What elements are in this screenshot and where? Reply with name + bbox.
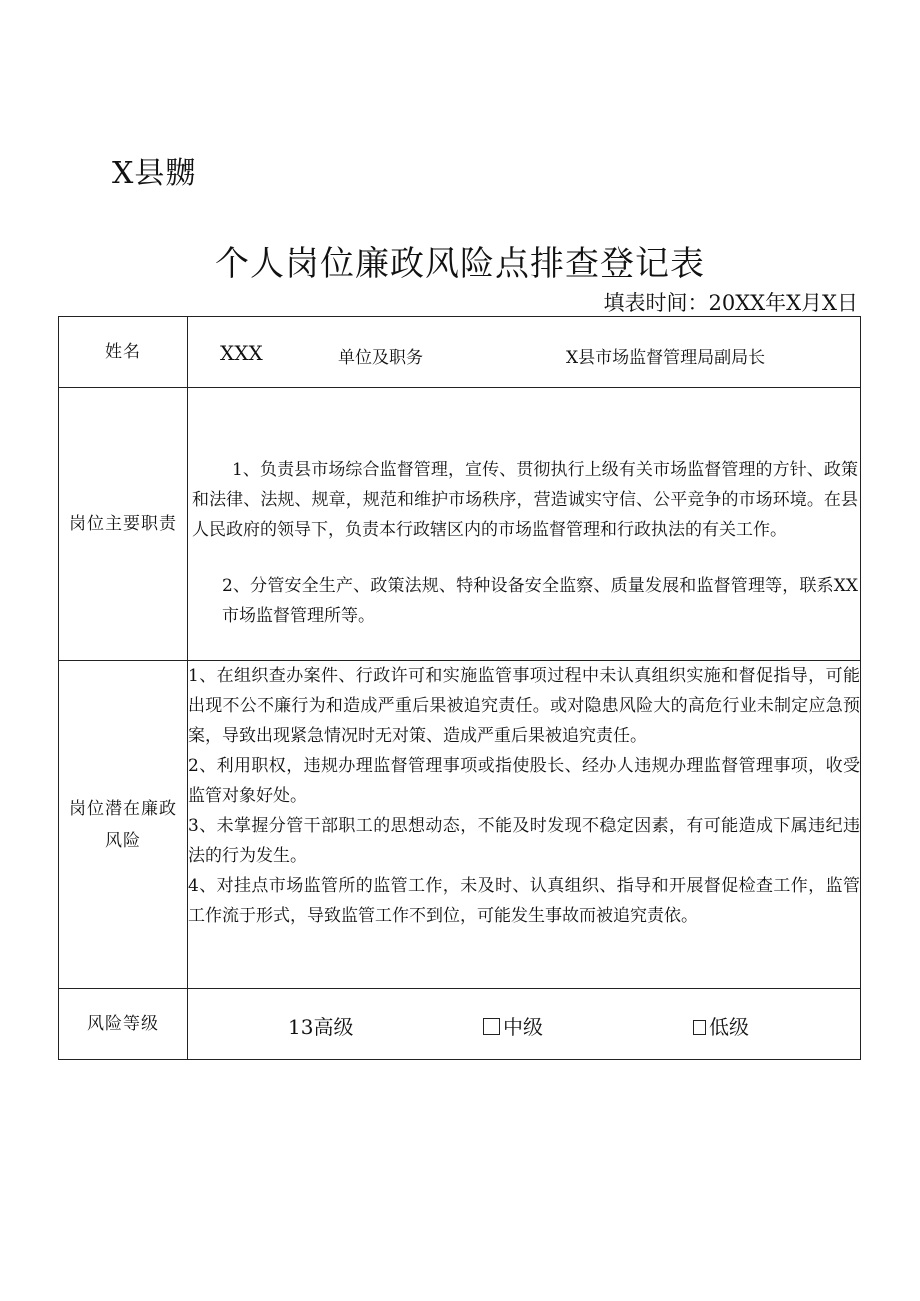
unit-value: X县市场监督管理局副局长 bbox=[566, 348, 766, 368]
duty-label: 岗位主要职责 bbox=[59, 388, 188, 661]
registration-table bbox=[58, 316, 861, 1060]
risk-label: 岗位潜在廉政风险 bbox=[59, 661, 188, 989]
checkbox-icon[interactable] bbox=[693, 1020, 706, 1035]
level-medium-option[interactable] bbox=[483, 1011, 543, 1040]
name-label: 姓名 bbox=[59, 317, 188, 388]
date-label: 填表时间： bbox=[603, 291, 709, 315]
duty-item: 1、负责县市场综合监督管理，宣传、贯彻执行上级有关市场监督管理的方针、政策和法律、法规、规章，规范和维护市场秩序，营造诚实守信、公平竞争的市场环境。在县人民政府的领导下，负责本行政辖区内的市场监督管理和行政执法的有关工作。 bbox=[192, 460, 858, 540]
level-low-option[interactable] bbox=[693, 1011, 749, 1040]
checkbox-icon[interactable] bbox=[483, 1018, 500, 1035]
level-label: 风险等级 bbox=[59, 989, 188, 1060]
table-row bbox=[59, 989, 861, 1060]
duty-content bbox=[188, 388, 861, 661]
level-options bbox=[188, 989, 861, 1060]
form-title: 个人岗位廉政风险点排查登记表 bbox=[215, 244, 705, 284]
unit-label: 单位及职务 bbox=[338, 348, 423, 368]
risk-item: 1、在组织查办案件、行政许可和实施监管事项过程中未认真组织实施和督促指导，可能出现不公不廉行为和造成严重后果被追究责任。或对隐患风险大的高危行业未制定应急预案，导致出现紧急情况时无对策、造成严重后果被追究责任。 bbox=[188, 666, 860, 746]
risk-item: 2、利用职权，违规办理监督管理事项或指使股长、经办人违规办理监督管理事项，收受监管对象好处。 bbox=[188, 756, 860, 806]
level-medium-label: 中级 bbox=[503, 1015, 543, 1039]
name-value: XXX bbox=[220, 341, 263, 365]
fill-date bbox=[603, 287, 858, 317]
level-low-label: 低级 bbox=[709, 1015, 749, 1039]
table-row bbox=[59, 317, 861, 388]
risk-content bbox=[188, 661, 861, 989]
table-row bbox=[59, 388, 861, 661]
duty-item: 2、分管安全生产、政策法规、特种设备安全监察、质量发展和监督管理等，联系XX市场监督管理所等。 bbox=[222, 576, 858, 626]
name-unit-cell bbox=[188, 317, 861, 388]
level-high: 13高级 bbox=[288, 1015, 354, 1039]
date-value: 20XX年X月X日 bbox=[708, 291, 858, 315]
risk-item: 3、未掌握分管干部职工的思想动态，不能及时发现不稳定因素，有可能造成下属违纪违法的行为发生。 bbox=[188, 816, 860, 866]
table-row bbox=[59, 661, 861, 989]
organization-name: X县嬲 bbox=[112, 156, 197, 191]
risk-item: 4、对挂点市场监管所的监管工作，未及时、认真组织、指导和开展督促检查工作，监管工作流于形式，导致监管工作不到位，可能发生事故而被追究责依。 bbox=[188, 876, 860, 926]
